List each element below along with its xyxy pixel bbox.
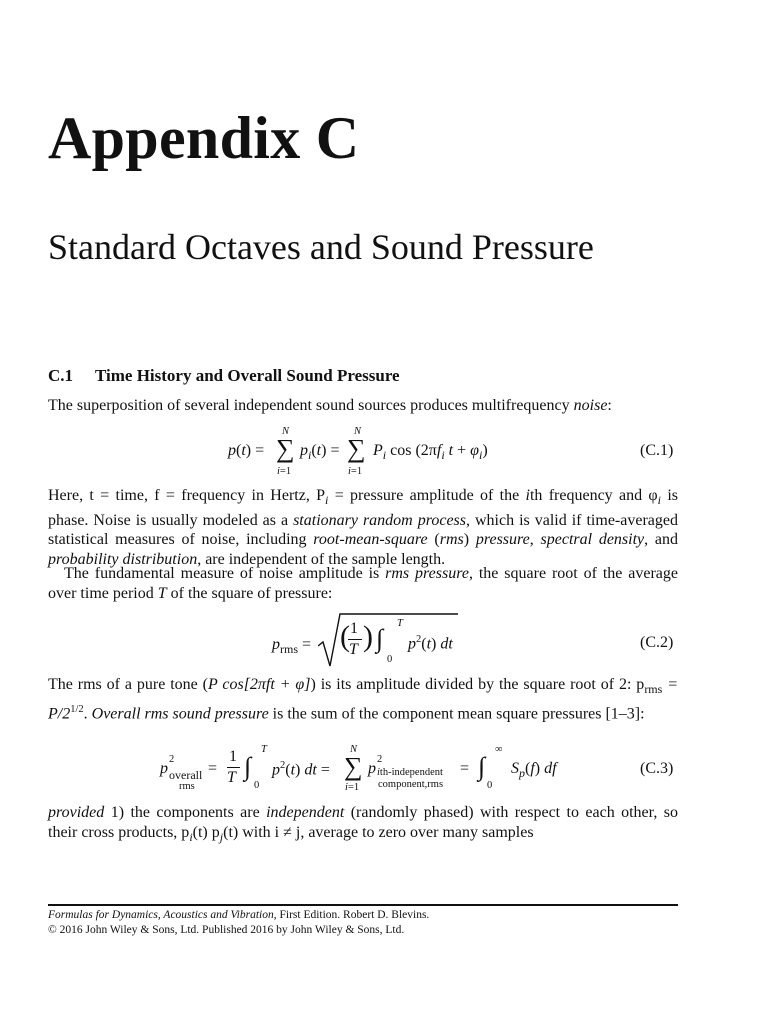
equation-number-c2: (C.2) xyxy=(640,634,674,651)
paragraph-pure-tone: The rms of a pure tone (P cos[2πft + φ]) is its amplitude divided by the square root of 2: $p_{rms} = P/2^{1/2}$. Overall rms sound pressure is the sum of the component mean square pressures [1–3]: xyxy=(48,676,679,723)
equation-number-c3: (C.3) xyxy=(640,760,674,777)
footer-citation: Formulas for Dynamics, Acoustics and Vibration, First Edition. Robert D. Blevins. xyxy=(48,909,430,921)
equation-c3: p 2 overall rms = 1 T ∫ T 0 $p^2(t)$ dt = N ∑ i=1 p 2 ith-independent component,rms = ∫ ∞ 0 $S_p(f)$ df (C.3) xyxy=(160,744,674,793)
chapter-subtitle: Standard Octaves and Sound Pressure xyxy=(48,227,594,267)
section-number: C.1 xyxy=(48,366,74,385)
footer xyxy=(48,908,688,938)
paragraph-definitions: Here, t = time, f = frequency in Hertz, $P_i$ = pressure amplitude of the ith frequency and $\varphi_i$ is phase. Noise is usually modeled as a stationary random process, which is valid if time-averaged statistical measures of noise, including root-mean-square (rms) pressure, spectral density, and probability distribution, are independent of the sample length. xyxy=(48,487,679,568)
chapter-title: Appendix C xyxy=(48,105,360,171)
paragraph-intro: The superposition of several independent sound sources produces multifrequency noise: xyxy=(48,397,612,414)
paragraph-provided: provided 1) the components are independent (randomly phased) with respect to each other, so their cross products, $p_i(t)$ $p_j(t)$ with i ≠ j, average to zero over many samples xyxy=(48,804,678,844)
section-title: Time History and Overall Sound Pressure xyxy=(95,366,400,385)
paragraph-rms: The fundamental measure of noise amplitude is rms pressure, the square root of the average over time period T of the square of pressure: xyxy=(48,565,678,602)
footer-copyright: © 2016 John Wiley & Sons, Ltd. Published 2016 by John Wiley & Sons, Ltd. xyxy=(48,924,405,936)
equation-c2: $p_{rms}$ = ( 1 T ) ∫ T 0 $p^2(t)$ dt (C.2) xyxy=(0,610,768,670)
section-heading xyxy=(48,366,400,386)
equation-c1: p(t) = N ∑ i=1 $p_i(t)$ = N ∑ i=1 $P_i$ $\cos (2\pi f_i$ $t + \varphi_i$) (C.1) xyxy=(228,426,674,477)
equation-number-c1: (C.1) xyxy=(640,442,674,459)
footer-rule xyxy=(48,904,678,906)
